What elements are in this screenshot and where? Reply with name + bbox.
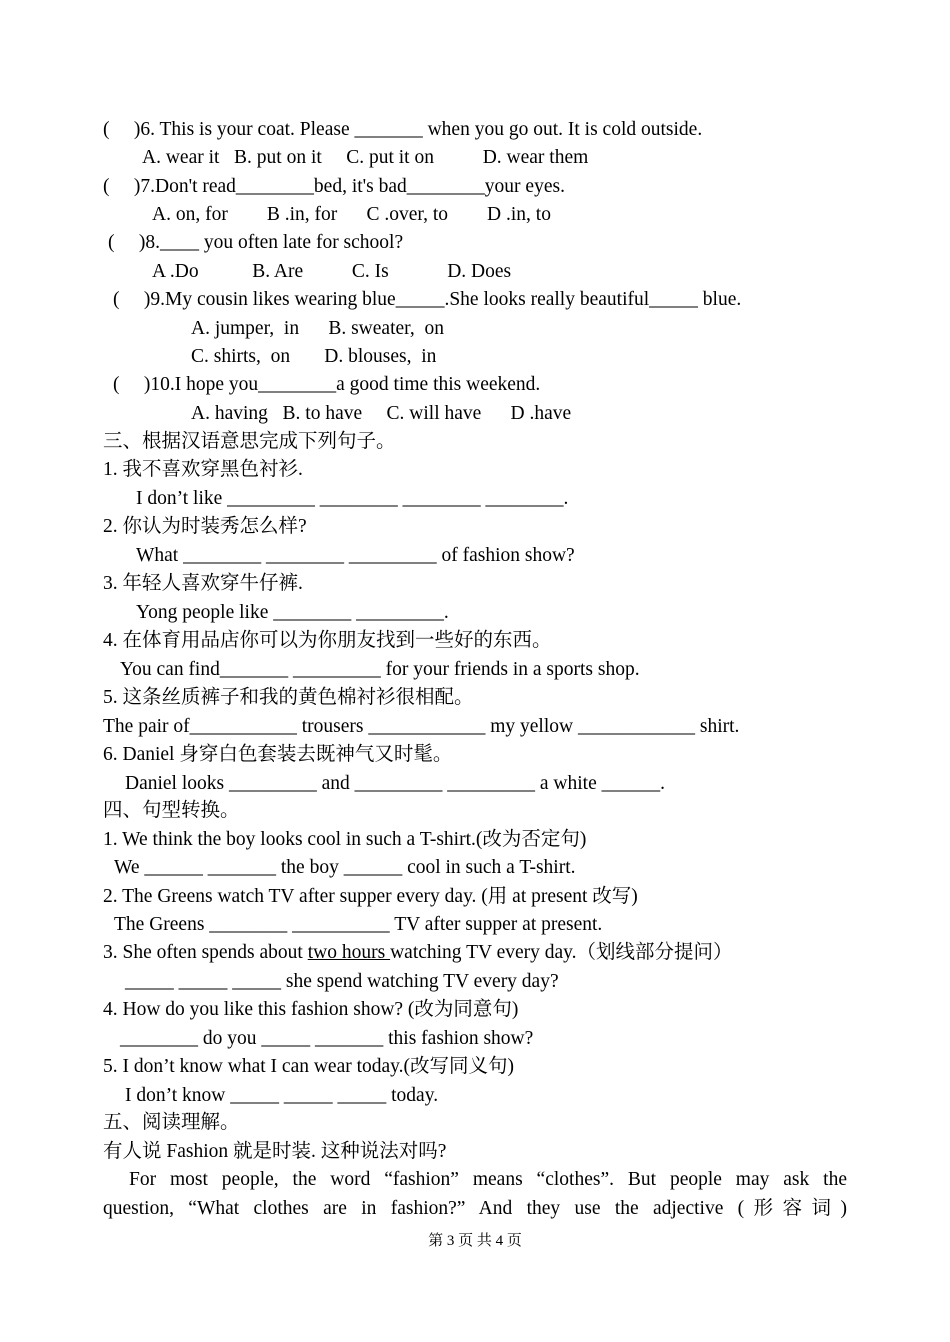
section4-heading: 四、句型转换。	[103, 800, 240, 821]
s4-item3-question-start: 3. She often spends about	[103, 942, 308, 963]
s3-item1-cn: 1. 我不喜欢穿黑色衬衫.	[103, 459, 303, 480]
s4-item5-question: 5. I don’t know what I can wear today.(改写同义句)	[103, 1056, 515, 1077]
s4-item1-question: 1. We think the boy looks cool in such a T-shirt.(改为否定句)	[103, 829, 587, 850]
s4-item3-answer: _____ _____ _____ she spend watching TV every day?	[125, 971, 559, 992]
s3-item5-cn: 5. 这条丝质裤子和我的黄色棉衬衫很相配。	[103, 687, 474, 708]
q7-stem: ( )7.Don't read________bed, it's bad________your eyes.	[103, 176, 565, 197]
s4-item1-answer: We ______ _______ the boy ______ cool in such a T-shirt.	[114, 857, 576, 878]
s3-item4-cn: 4. 在体育用品店你可以为你朋友找到一些好的东西。	[103, 630, 552, 651]
s3-item2-cn: 2. 你认为时装秀怎么样?	[103, 516, 307, 537]
q10-stem: ( )10.I hope you________a good time this weekend.	[113, 374, 541, 395]
underlined-phrase: two hours	[307, 942, 391, 963]
s4-item2-answer: The Greens ________ __________ TV after supper at present.	[114, 914, 603, 935]
q9-options-1: A. jumper, in B. sweater, on	[191, 318, 444, 339]
s3-item4-en: You can find_______ _________ for your friends in a sports shop.	[120, 659, 640, 680]
s3-item6-cn: 6. Daniel 身穿白色套装去既神气又时髦。	[103, 744, 453, 765]
q6-options: A. wear it B. put on it C. put it on D. wear them	[142, 147, 589, 168]
q6-stem: ( )6. This is your coat. Please _______ when you go out. It is cold outside.	[103, 119, 703, 140]
s4-item5-answer: I don’t know _____ _____ _____ today.	[125, 1085, 439, 1106]
section5-intro: 有人说 Fashion 就是时装. 这种说法对吗?	[103, 1141, 447, 1162]
s4-item4-question: 4. How do you like this fashion show? (改为同意句)	[103, 999, 519, 1020]
q8-options: A .Do B. Are C. Is D. Does	[152, 261, 512, 282]
reading-paragraph-line-2: question, “What clothes are in fashion?” And they use the adjective (形容词)	[103, 1198, 847, 1219]
s3-item2-en: What ________ ________ _________ of fashion show?	[136, 545, 575, 566]
s3-item5-en: The pair of___________ trousers ____________ my yellow ____________ shirt.	[103, 716, 740, 737]
s4-item3-question	[103, 941, 733, 965]
s3-item3-cn: 3. 年轻人喜欢穿牛仔裤.	[103, 573, 303, 594]
s3-item1-en: I don’t like _________ ________ ________ ________.	[136, 488, 569, 509]
section5-heading: 五、阅读理解。	[103, 1112, 240, 1133]
q9-stem: ( )9.My cousin likes wearing blue_____.She looks really beautiful_____ blue.	[113, 289, 742, 310]
s3-item6-en: Daniel looks _________ and _________ _________ a white ______.	[125, 773, 665, 794]
reading-paragraph-line-1: For most people, the word “fashion” means “clothes”. But people may ask the	[129, 1169, 847, 1190]
s4-item2-question: 2. The Greens watch TV after supper every day. (用 at present 改写)	[103, 886, 638, 907]
q10-options: A. having B. to have C. will have D .have	[191, 403, 572, 424]
page-footer: 第 3 页 共 4 页	[428, 1233, 522, 1249]
q8-stem: ( )8.____ you often late for school?	[108, 232, 404, 253]
s4-item3-question-end: watching TV every day.（划线部分提问）	[390, 942, 733, 963]
q7-options: A. on, for B .in, for C .over, to D .in, to	[152, 204, 551, 225]
s4-item4-answer: ________ do you _____ _______ this fashion show?	[120, 1028, 534, 1049]
q9-options-2: C. shirts, on D. blouses, in	[191, 346, 437, 367]
s3-item3-en: Yong people like ________ _________.	[136, 602, 449, 623]
section3-heading: 三、根据汉语意思完成下列句子。	[103, 431, 396, 452]
